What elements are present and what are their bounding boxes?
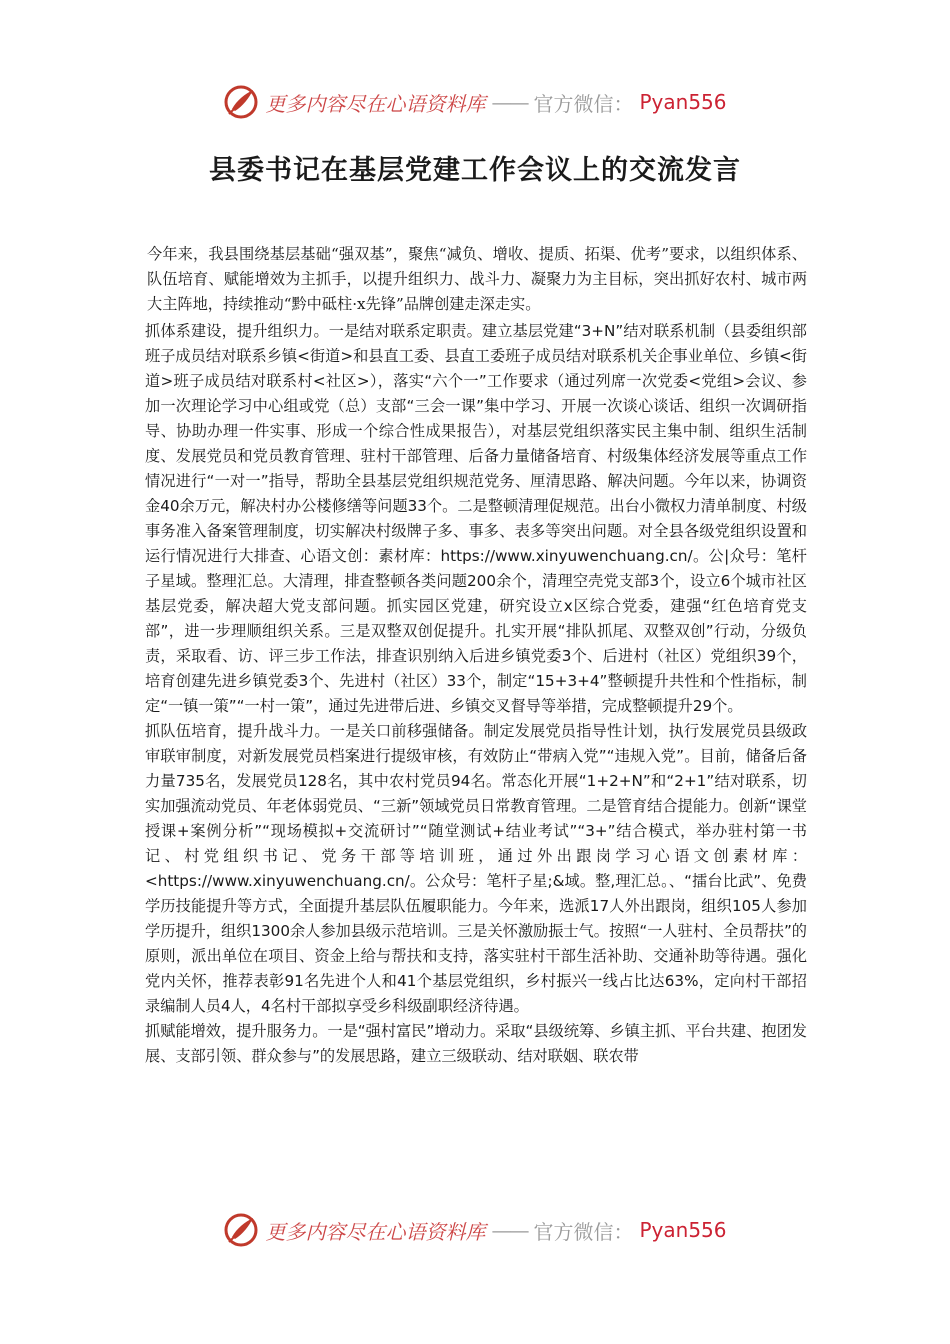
paragraph-empowerment: 抓赋能增效，提升服务力。一是“强村富民”增动力。采取“县级统筹、乡镇主抓、平台共建、抱团发展、支部引领、群众参与”的发展思路，建立三级联动、结对联姻、联农带 (145, 1022, 807, 1065)
footer-watermark-banner (0, 1210, 950, 1250)
banner-text: 更多内容尽在心语资料库 (265, 91, 486, 116)
banner-wechat-id: Pyan556 (639, 90, 727, 114)
banner-text: 更多内容尽在心语资料库 (265, 1219, 486, 1244)
banner-dash: —— (491, 1218, 528, 1242)
header-watermark-banner (0, 82, 950, 122)
quill-logo-icon (223, 84, 259, 120)
banner-dash: —— (491, 90, 528, 114)
document-title: 县委书记在基层党建工作会议上的交流发言 (209, 155, 741, 186)
paragraph-team-building: 抓队伍培育，提升战斗力。一是关口前移强储备。制定发展党员指导性计划，执行发展党员县级政审联审制度，对新发展党员档案进行提级审核，有效防止“带病入党”“违规入党”。目前，储备后备力量735名，发展党员128名，其中农村党员94名。常态化开展“1+2+N”和“2+1”结对联系，切实加强流动党员、年老体弱党员、“三新”领域党员日常教育管理。二是管育结合提能力。创新“课堂授课+案例分析”“现场模拟+交流研讨”“随堂测试+结业考试”“3+”结合模式，举办驻村第一书记、村党组织书记、党务干部等培训班，通过外出跟岗学习心语文创素材库：<https://www.xinyuwenchuang.cn/。公众号：笔杆子星;&域。整,理汇总。、“擂台比武”、免费学历技能提升等方式，全面提升基层队伍履职能力。今年来，选派17人外出跟岗，组织105人参加学历提升，组织1300余人参加县级示范培训。三是关怀激励振士气。按照“一人驻村、全员帮扶”的原则，派出单位在项目、资金上给与帮扶和支持，落实驻村干部生活补助、交通补助等待遇。强化党内关怀，推荐表彰91名先进个人和41个基层党组织，乡村振兴一线占比达63%，定向村干部招录编制人员4人，4名村干部拟享受乡科级副职经济待遇。 (145, 722, 807, 1015)
paragraph-organization: 抓体系建设，提升组织力。一是结对联系定职责。建立基层党建“3+N”结对联系机制（县委组织部班子成员结对联系乡镇<街道>和县直工委、县直工委班子成员结对联系机关企事业单位、乡镇<街道>班子成员结对联系村<社区>），落实“六个一”工作要求（通过列席一次党委<党组>会议、参加一次理论学习中心组或党（总）支部“三会一课”集中学习、开展一次谈心谈话、组织一次调研指导、协助办理一件实事、形成一个综合性成果报告），对基层党组织落实民主集中制、组织生活制度、发展党员和党员教育管理、驻村干部管理、后备力量储备培育、村级集体经济发展等重点工作情况进行“一对一”指导，帮助全县基层党组织规范党务、厘清思路、解决问题。今年以来，协调资金40余万元，解决村办公楼修缮等问题33个。二是整顿清理促规范。出台小微权力清单制度、村级事务准入备案管理制度，切实解决村级牌子多、事多、表多等突出问题。对全县各级党组织设置和运行情况进行大排查、心语文创：素材库：https://www.xinyuwenchuang.cn/。公|众号：笔杆子星域。整理汇总。大清理，排查整顿各类问题200余个，清理空壳党支部3个，设立6个城市社区基层党委，解决超大党支部问题。抓实园区党建，研究设立x区综合党委，建强“红色培育党支部”，进一步理顺组织关系。三是双整双创促提升。扎实开展“排队抓尾、双整双创”行动，分级负责，采取看、访、评三步工作法，排查识别纳入后进乡镇党委3个、后进村（社区）党组织39个，培育创建先进乡镇党委3个、先进村（社区）33个，制定“15+3+4”整顿提升共性和个性指标，制定“一镇一策”“一村一策”，通过先进带后进、乡镇交叉督导等举措，完成整顿提升29个。 (145, 322, 807, 715)
banner-wechat-label: 官方微信： (533, 1219, 634, 1244)
banner-wechat-id: Pyan556 (639, 1218, 727, 1242)
quill-logo-icon (223, 1212, 259, 1248)
document-body (145, 242, 807, 1069)
intro-paragraph: 今年来，我县围绕基层基础“强双基”，聚焦“减负、增收、提质、拓渠、优考”要求，以组织体系、队伍培育、赋能增效为主抓手，以提升组织力、战斗力、凝聚力为主目标，突出抓好农村、城市两大主阵地，持续推动“黔中砥柱·x先锋”品牌创建走深走实。 (147, 245, 807, 313)
banner-wechat-label: 官方微信： (533, 91, 634, 116)
